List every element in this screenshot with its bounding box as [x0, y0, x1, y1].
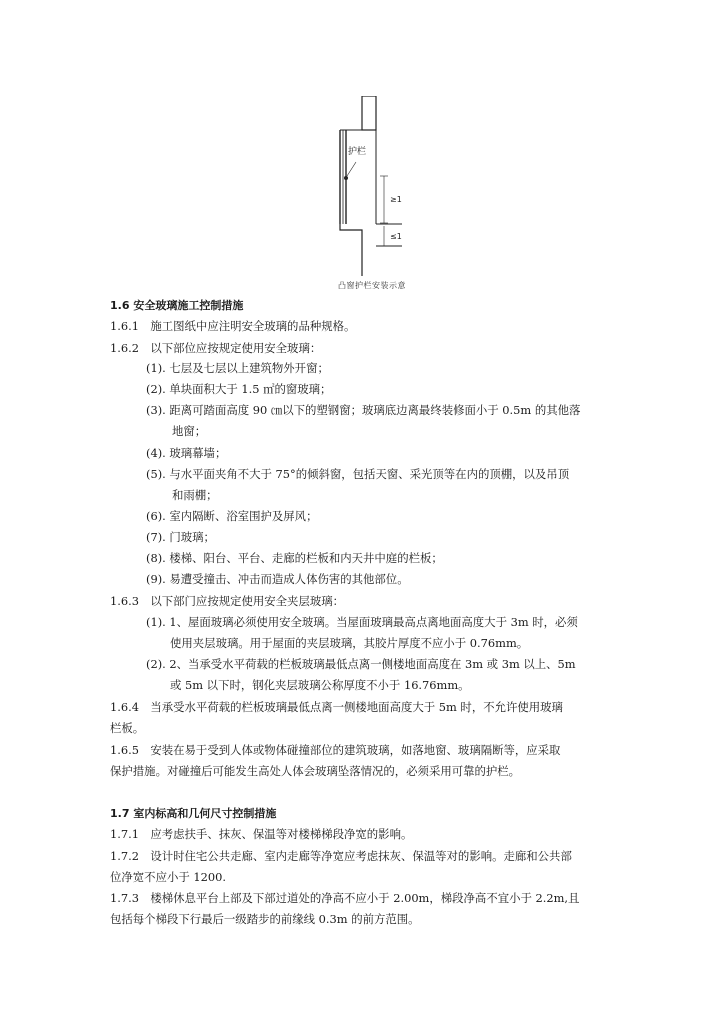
list-item: (1). 1、屋面玻璃必须使用安全玻璃。当屋面玻璃最高点离地面高度大于 3m 时，必须	[146, 615, 578, 629]
list-item: (7). 门玻璃；	[146, 530, 215, 544]
figure-caption: 凸窗护栏安装示意	[338, 281, 406, 290]
railing-anchor	[344, 176, 348, 180]
list-item: (8). 楼梯、阳台、平台、走廊的栏板和内天井中庭的栏板；	[146, 551, 443, 565]
dimension-text-upper: ≥1	[390, 195, 402, 204]
list-item: (5). 与水平面夹角不大于 75°的倾斜窗，包括天窗、采光顶等在内的顶棚，以及吊顶	[146, 467, 570, 481]
paragraph-1-7-2-continuation: 位净宽不应小于 1200.	[110, 870, 226, 884]
list-item: (2). 2、当承受水平荷载的栏板玻璃最低点离一侧楼地面高度在 3m 或 3m 以上、5m	[146, 657, 576, 671]
paragraph-1-7-3: 1.7.3 楼梯休息平台上部及下部过道处的净高不应小于 2.00m，梯段净高不宜小于 2.2m,且	[110, 891, 580, 905]
paragraph-1-6-1: 1.6.1 施工图纸中应注明安全玻璃的品种规格。	[110, 319, 356, 333]
figure-rail-label: 护栏	[348, 147, 367, 157]
paragraph-1-6-5: 1.6.5 安装在易于受到人体或物体碰撞部位的建筑玻璃，如落地窗、玻璃隔断等，应采取	[110, 743, 561, 757]
list-item-continuation: 使用夹层玻璃。用于屋面的夹层玻璃，其胶片厚度不应小于 0.76mm。	[170, 636, 529, 650]
railing-diagram	[322, 96, 412, 276]
list-item: (4). 玻璃幕墙；	[146, 446, 227, 460]
dimension-text-lower: ≤1	[390, 232, 402, 241]
upper-wall	[362, 96, 376, 130]
railing-leader-line	[347, 162, 356, 176]
paragraph-1-6-4-continuation: 栏板。	[110, 721, 145, 735]
list-item: (1). 七层及七层以上建筑物外开窗；	[146, 361, 329, 375]
paragraph-1-6-5-continuation: 保护措施。对碰撞后可能发生高处人体会玻璃坠落情况的，必须采用可靠的护栏。	[110, 764, 521, 778]
list-item: (2). 单块面积大于 1.5 ㎡的窗玻璃；	[146, 382, 332, 396]
list-item-continuation: 地窗；	[172, 424, 207, 438]
paragraph-1-6-2: 1.6.2 以下部位应按规定使用安全玻璃：	[110, 341, 322, 355]
paragraph-1-7-2: 1.7.2 设计时住宅公共走廊、室内走廊等净宽应考虑抹灰、保温等对的影响。走廊和公共部	[110, 849, 572, 863]
paragraph-1-6-3: 1.6.3 以下部门应按规定使用安全夹层玻璃：	[110, 594, 345, 608]
paragraph-1-7-1: 1.7.1 应考虑扶手、抹灰、保温等对楼梯梯段净宽的影响。	[110, 827, 413, 841]
section-1-6-heading: 1.6 安全玻璃施工控制措施	[110, 299, 244, 312]
lower-wall	[340, 224, 362, 276]
paragraph-1-6-4: 1.6.4 当承受水平荷载的栏板玻璃最低点离一侧楼地面高度大于 5m 时，不允许使用玻璃	[110, 700, 563, 714]
section-1-7-heading: 1.7 室内标高和几何尺寸控制措施	[110, 807, 277, 820]
railing-diagram-drawing	[322, 96, 412, 276]
list-item: (9). 易遭受撞击、冲击而造成人体伤害的其他部位。	[146, 572, 409, 586]
list-item-continuation: 和雨棚；	[172, 488, 218, 502]
list-item: (6). 室内隔断、浴室围护及屏风；	[146, 509, 318, 523]
list-item-continuation: 或 5m 以下时，钢化夹层玻璃公称厚度不小于 16.76mm。	[170, 678, 470, 692]
list-item: (3). 距离可踏面高度 90 ㎝以下的塑钢窗；玻璃底边离最终装修面小于 0.5m 的其他落	[146, 403, 581, 417]
paragraph-1-7-3-continuation: 包括每个梯段下行最后一级踏步的前缘线 0.3m 的前方范围。	[110, 912, 420, 926]
